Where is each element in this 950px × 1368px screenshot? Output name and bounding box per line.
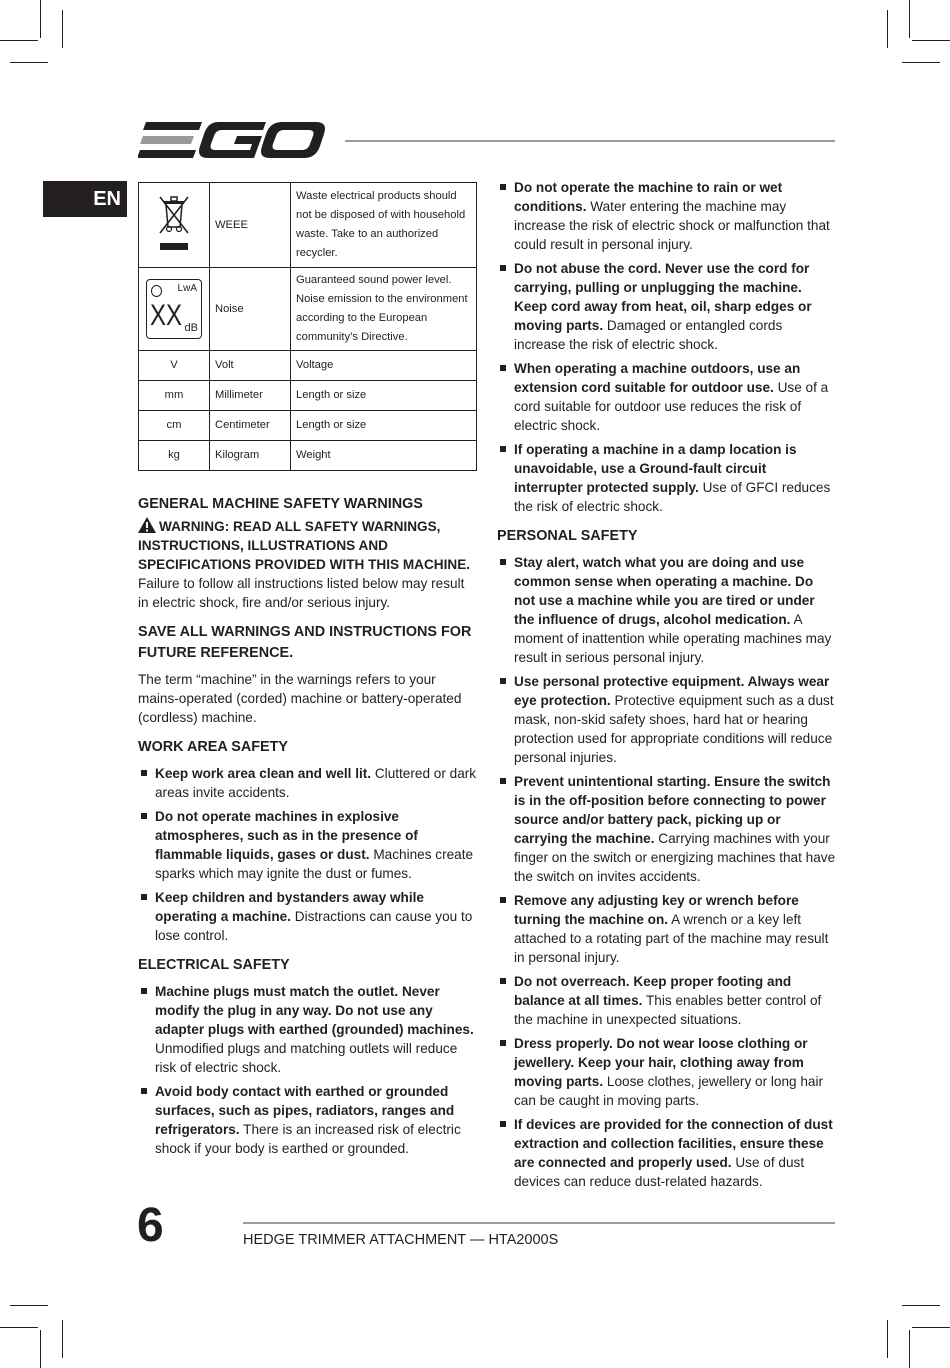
list-item <box>138 888 478 945</box>
electrical-list <box>138 982 478 1158</box>
item-bold-text: If operating a machine in a damp location is unavoidable, use a Ground-fault circuit interrupter protected supply. <box>514 442 797 495</box>
item-bold-text: Prevent unintentional starting. Ensure the switch is in the off-position before connecting to power source and/or battery pack, picking up or carrying the machine. <box>514 774 831 846</box>
footer-rule <box>243 1222 835 1224</box>
bullet-icon <box>500 1040 506 1046</box>
personal-list <box>497 553 837 1191</box>
table-row <box>139 411 477 441</box>
list-item <box>497 1034 837 1110</box>
list-item <box>497 972 837 1029</box>
bullet-icon <box>500 897 506 903</box>
item-text: Use of GFCI reduces the risk of electric shock. <box>514 480 831 514</box>
bullet-icon <box>141 770 147 776</box>
symbol-description: Weight <box>291 441 477 471</box>
item-bold-text: Remove any adjusting key or wrench before turning the machine on. <box>514 893 799 927</box>
symbol-cell: cm <box>139 411 210 441</box>
symbol-cell: kg <box>139 441 210 471</box>
item-bold-text: Avoid body contact with earthed or grounded surfaces, such as pipes, radiators, ranges and refrigerators. <box>155 1084 455 1137</box>
item-text: A wrench or a key left attached to a rotating part of the machine may result in personal injury. <box>514 912 829 965</box>
bullet-icon <box>500 1121 506 1127</box>
table-row <box>139 381 477 411</box>
list-item <box>497 259 837 354</box>
crop-mark <box>909 0 910 38</box>
item-text: Damaged or entangled cords increase the risk of electric shock. <box>514 318 783 352</box>
item-text: Carrying machines with your finger on the switch or energizing machines that have the switch on invites accidents. <box>514 831 836 884</box>
list-item <box>497 440 837 516</box>
item-bold-text: If devices are provided for the connection of dust extraction and collection facilities, ensure these are connected and properly used. <box>514 1117 833 1170</box>
symbol-name: WEEE <box>210 183 291 268</box>
item-text: Unmodified plugs and matching outlets will reduce risk of electric shock. <box>155 1041 458 1075</box>
list-item <box>138 1082 478 1158</box>
item-text: This enables better control of the machine in unexpected situations. <box>514 993 822 1027</box>
header-rule <box>345 140 835 142</box>
crop-mark <box>912 1327 950 1328</box>
work-area-list <box>138 764 478 945</box>
list-item <box>497 178 837 254</box>
warning-triangle-icon <box>138 517 156 533</box>
symbol-cell <box>139 183 210 268</box>
symbol-name: Millimeter <box>210 381 291 411</box>
list-item <box>497 553 837 667</box>
speaker-icon <box>151 285 162 297</box>
item-bold-text: Do not operate machines in explosive atmospheres, such as in the presence of flammable liquids, gases or dust. <box>155 809 418 862</box>
item-text: Loose clothes, jewellery or long hair can be caught in moving parts. <box>514 1074 824 1108</box>
general-warning-paragraph <box>138 517 478 612</box>
crop-mark <box>909 1330 910 1368</box>
item-text: Water entering the machine may increase the risk of electric shock or malfunction that could result in personal injury. <box>514 199 830 252</box>
crop-mark <box>912 40 950 41</box>
item-text: Protective equipment such as a dust mask, non-skid safety shoes, hard hat or hearing protection used for appropriate conditions will reduce personal injuries. <box>514 693 834 765</box>
crop-mark <box>10 62 48 63</box>
crop-mark <box>0 1327 38 1328</box>
ego-logo <box>138 120 326 160</box>
bullet-icon <box>500 778 506 784</box>
bullet-icon <box>141 813 147 819</box>
noise-value: XX <box>150 299 183 332</box>
noise-db-label: dB <box>184 322 198 334</box>
table-row <box>139 441 477 471</box>
crop-mark <box>10 1305 48 1306</box>
bullet-icon <box>500 446 506 452</box>
warning-text: Failure to follow all instructions listed below may result in electric shock, fire and/or serious injury. <box>138 576 465 610</box>
list-item <box>138 982 478 1077</box>
crop-mark <box>40 0 41 38</box>
list-item <box>497 359 837 435</box>
symbol-description: Length or size <box>291 411 477 441</box>
symbol-name: Kilogram <box>210 441 291 471</box>
list-item <box>497 891 837 967</box>
item-bold-text: Keep work area clean and well lit. <box>155 766 372 781</box>
item-bold-text: Do not operate the machine to rain or wet conditions. <box>514 180 783 214</box>
symbol-name: Noise <box>210 268 291 351</box>
left-column <box>138 494 478 1168</box>
bullet-icon <box>500 559 506 565</box>
symbols-table <box>138 182 477 471</box>
item-bold-text: Machine plugs must match the outlet. Never modify the plug in any way. Do not use any adapter plugs with earthed (grounded) machines. <box>155 984 474 1037</box>
personal-safety-heading: PERSONAL SAFETY <box>497 528 638 544</box>
page-number: 6 <box>137 1199 164 1252</box>
item-text: Use of dust devices can reduce dust-related hazards. <box>514 1155 805 1189</box>
bullet-icon <box>500 265 506 271</box>
symbol-cell: mm <box>139 381 210 411</box>
symbol-description: Length or size <box>291 381 477 411</box>
weee-bin-icon <box>154 191 194 253</box>
item-bold-text: When operating a machine outdoors, use an extension cord suitable for outdoor use. <box>514 361 801 395</box>
item-text: Distractions can cause you to lose control. <box>155 909 473 943</box>
warning-label: WARNING: <box>159 519 230 534</box>
table-row <box>139 268 477 351</box>
warning-bold-text: READ ALL SAFETY WARNINGS, INSTRUCTIONS, ILLUSTRATIONS AND SPECIFICATIONS PROVIDED WITH THIS MACHINE. <box>138 519 471 572</box>
table-row <box>139 183 477 268</box>
crop-mark <box>887 10 888 48</box>
list-item <box>497 672 837 767</box>
electrical-safety-heading: ELECTRICAL SAFETY <box>138 957 290 973</box>
language-tab: EN <box>43 181 127 217</box>
item-text: Cluttered or dark areas invite accidents. <box>155 766 477 800</box>
bullet-icon <box>141 1088 147 1094</box>
symbol-cell <box>139 268 210 351</box>
symbol-description: Guaranteed sound power level. Noise emission to the environment according to the European community’s Directive. <box>291 268 477 351</box>
crop-mark <box>62 1320 63 1358</box>
list-item <box>497 772 837 886</box>
work-area-heading: WORK AREA SAFETY <box>138 739 289 755</box>
bullet-icon <box>141 988 147 994</box>
list-item <box>497 1115 837 1191</box>
electrical-list-continued <box>497 178 837 516</box>
crop-mark <box>0 40 38 41</box>
bullet-icon <box>500 365 506 371</box>
bullet-icon <box>500 678 506 684</box>
item-bold-text: Stay alert, watch what you are doing and use common sense when operating a machine. Do not use a machine while you are tired or under the influence of drugs, alcohol medication. <box>514 555 815 627</box>
bullet-icon <box>500 978 506 984</box>
right-column <box>497 178 837 1201</box>
noise-level-icon <box>146 279 202 339</box>
crop-mark <box>887 1320 888 1358</box>
list-item <box>138 807 478 883</box>
crop-mark <box>62 10 63 48</box>
list-item <box>138 764 478 802</box>
item-bold-text: Keep children and bystanders away while operating a machine. <box>155 890 424 924</box>
item-text: There is an increased risk of electric shock if your body is earthed or grounded. <box>155 1122 461 1156</box>
crop-mark <box>902 1305 940 1306</box>
footer-title: HEDGE TRIMMER ATTACHMENT — HTA2000S <box>243 1232 559 1248</box>
bullet-icon <box>141 894 147 900</box>
item-bold-text: Dress properly. Do not wear loose clothing or jewellery. Keep your hair, clothing away from moving parts. <box>514 1036 808 1089</box>
symbol-description: Voltage <box>291 351 477 381</box>
bullet-icon <box>500 184 506 190</box>
item-bold-text: Do not abuse the cord. Never use the cord for carrying, pulling or unplugging the machine. Keep cord away from heat, oil, sharp edges or moving parts. <box>514 261 812 333</box>
symbol-cell: V <box>139 351 210 381</box>
symbol-name: Volt <box>210 351 291 381</box>
term-paragraph: The term “machine” in the warnings refers to your mains-operated (corded) machine or battery-operated (cordless) machine. <box>138 672 462 725</box>
item-bold-text: Use personal protective equipment. Always wear eye protection. <box>514 674 830 708</box>
table-row <box>139 351 477 381</box>
item-text: Machines create sparks which may ignite the dust or fumes. <box>155 847 474 881</box>
item-text: Use of a cord suitable for outdoor use reduces the risk of electric shock. <box>514 380 829 433</box>
item-bold-text: Do not overreach. Keep proper footing and balance at all times. <box>514 974 792 1008</box>
item-text: A moment of inattention while operating machines may result in serious personal injury. <box>514 612 832 665</box>
general-safety-heading: GENERAL MACHINE SAFETY WARNINGS <box>138 496 423 512</box>
noise-lwa-label: LwA <box>177 283 197 294</box>
symbol-description: Waste electrical products should not be disposed of with household waste. Take to an authorized recycler. <box>291 183 477 268</box>
save-instructions-heading: SAVE ALL WARNINGS AND INSTRUCTIONS FOR FUTURE REFERENCE. <box>138 624 472 661</box>
crop-mark <box>902 62 940 63</box>
symbol-name: Centimeter <box>210 411 291 441</box>
crop-mark <box>40 1330 41 1368</box>
